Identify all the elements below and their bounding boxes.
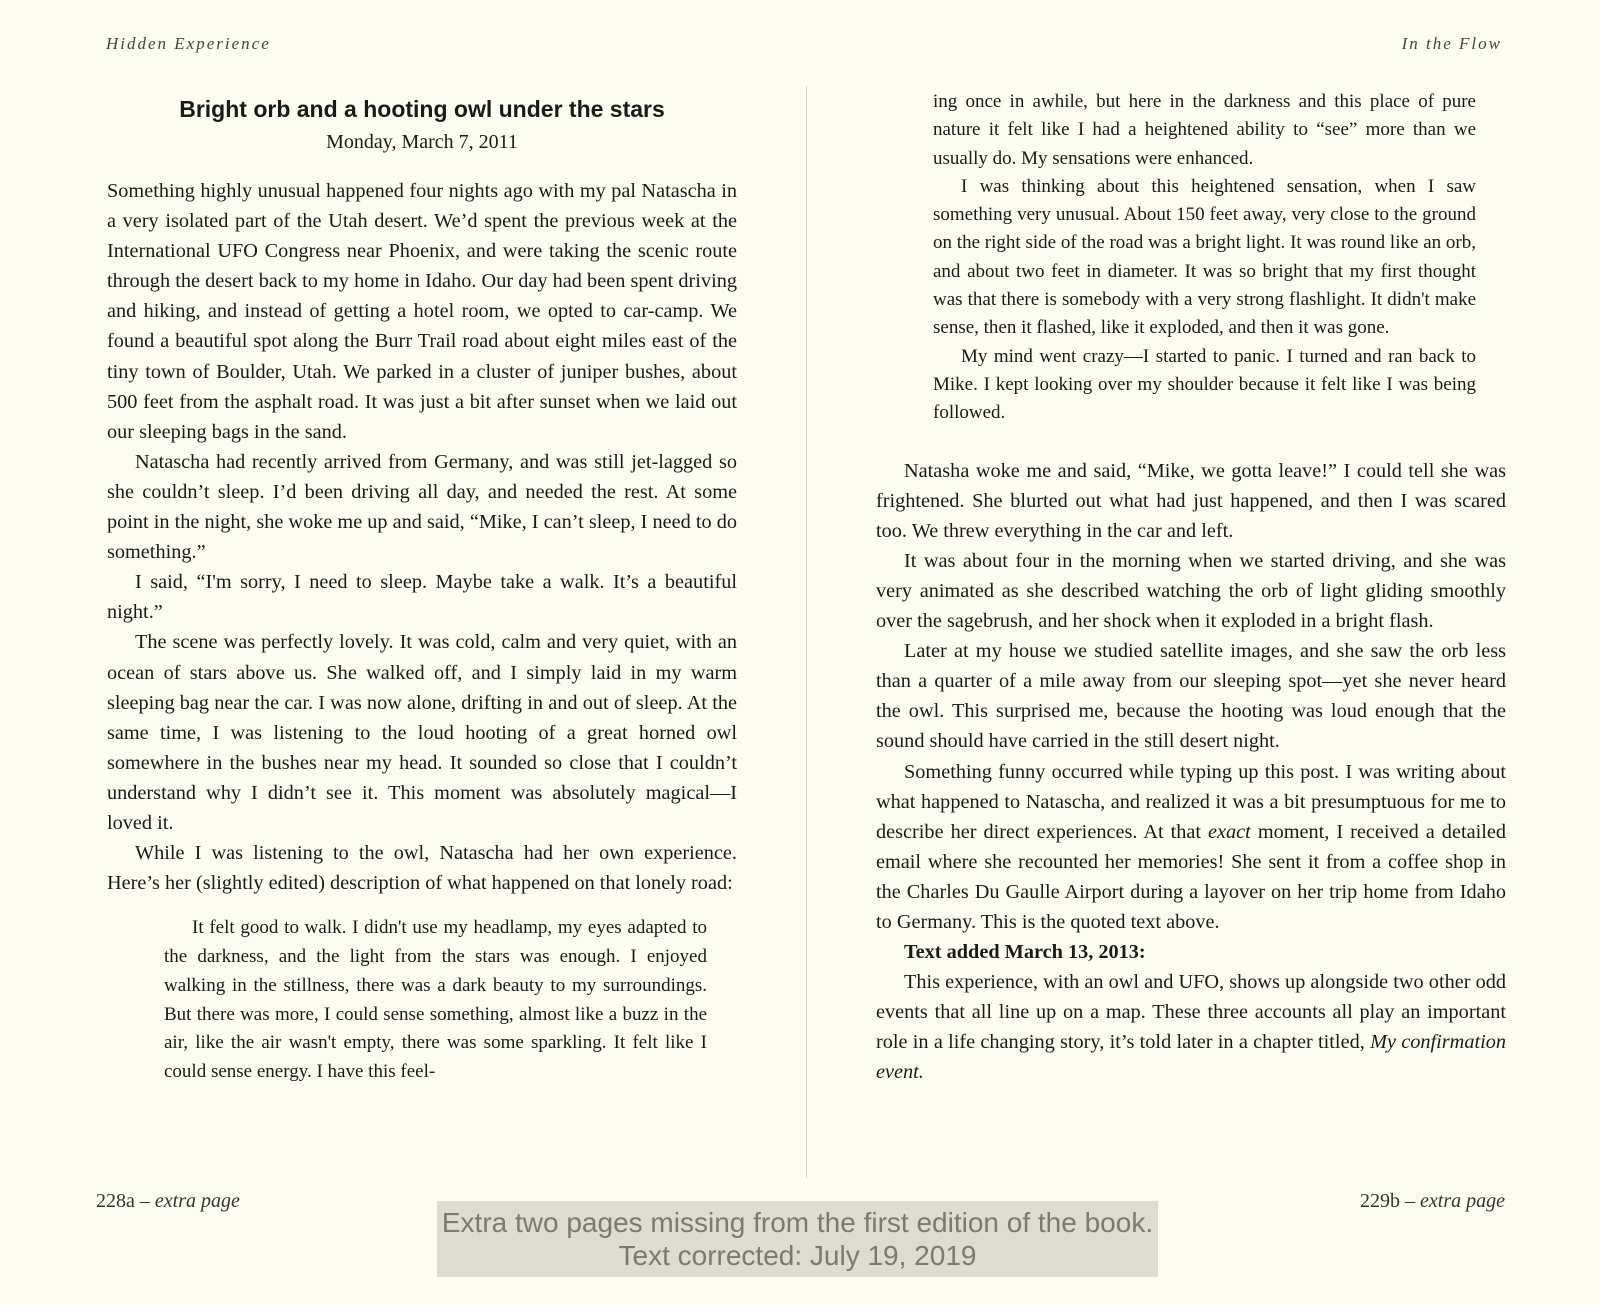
left-page xyxy=(107,88,737,1087)
text-span: This experience, with an owl and UFO, shows up alongside two other odd events that all line up on a map. These three accounts all play an important role in a life changing story, it’s told later in a chapter titled, xyxy=(876,971,1506,1054)
chapter-reference: My confirmation event. xyxy=(876,1031,1507,1084)
body-paragraph xyxy=(876,757,1506,938)
folio-suffix: a xyxy=(126,1190,135,1212)
quote-paragraph: ing once in awhile, but here in the darkness and this place of pure nature it felt like I had a heightened ability to “see” more than we usually do. My sensations were enhanced. xyxy=(933,91,1476,169)
quote-paragraph: It felt good to walk. I didn't use my headlamp, my eyes adapted to the darkness, and the light from the stars was enough. I enjoyed walking in the stillness, there was a dark beauty to my surroundings. But there was more, I could sense something, almost like a buzz in the air, like the air wasn't empty, there was some sparkling. It felt like I could sense energy. I have this feel- xyxy=(164,917,707,1083)
added-text-heading: Text added March 13, 2013: xyxy=(904,941,1146,964)
post-date: Monday, March 7, 2011 xyxy=(326,131,518,153)
notice-line: Text corrected: July 19, 2019 xyxy=(618,1240,977,1271)
folio-suffix: b xyxy=(1390,1190,1401,1212)
body-paragraph: Natasha woke me and said, “Mike, we gotta leave!” I could tell she was frightened. She blurted out what had just happened, and then I was scared too. We threw everything in the car and left. xyxy=(876,459,1506,542)
body-paragraph: I said, “I'm sorry, I need to sleep. Maybe take a walk. It’s a beautiful night.” xyxy=(107,571,737,624)
folio-note: – extra page xyxy=(139,1190,240,1212)
folio-number: 229 xyxy=(1360,1190,1391,1212)
quote-paragraph: My mind went crazy—I started to panic. I turned and ran back to Mike. I kept looking over my shoulder because it felt like I was being followed. xyxy=(933,345,1476,424)
running-head-right: In the Flow xyxy=(1401,34,1502,53)
block-quote-continued xyxy=(933,88,1476,428)
text-span: Something funny occurred while typing up this post. I was writing about what happened to Natascha, and realized it was a bit presumptuous for me to describe her direct experiences. At that xyxy=(876,760,1506,843)
body-paragraph: The scene was perfectly lovely. It was cold, calm and very quiet, with an ocean of stars above us. She walked off, and I simply laid in my warm sleeping bag near the car. I was now alone, drifting in and out of sleep. At the same time, I was listening to the loud hooting of a great horned owl somewhere in the bushes near my head. It sounded so close that I couldn’t understand why I didn’t see it. This moment was absolutely magical—I loved it. xyxy=(107,631,737,834)
text-span: moment, I received a detailed email where she recounted her memories! She sent it from a coffee shop in the Charles Du Gaulle Airport during a layover on her trip home from Idaho to Germany. This is the quoted text above. xyxy=(876,820,1506,933)
folio-note: – extra page xyxy=(1405,1190,1505,1212)
edition-notice-banner xyxy=(437,1201,1158,1277)
emphasis-text: exact xyxy=(1208,820,1251,843)
notice-line: Extra two pages missing from the first edition of the book. xyxy=(441,1207,1154,1238)
folio-number: 228 xyxy=(96,1190,126,1212)
page-number-right xyxy=(1360,1190,1505,1213)
page-number-left xyxy=(96,1190,240,1213)
quote-paragraph: I was thinking about this heightened sensation, when I saw something very unusual. About 150 feet away, very close to the ground on the right side of the road was a bright light. It was round like an orb, and about two feet in diameter. It was so bright that my first thought was that there is somebody with a very strong flashlight. It didn't make sense, then it flashed, like it exploded, and then it was gone. xyxy=(933,175,1476,339)
body-paragraph: Natascha had recently arrived from Germany, and was still jet-lagged so she couldn’t sleep. I’d been driving all day, and needed the rest. At some point in the night, she woke me up and said, “Mike, I can’t sleep, I need to do something.” xyxy=(107,450,737,564)
body-paragraph xyxy=(876,967,1506,1087)
body-paragraph: Later at my house we studied satellite images, and she saw the orb less than a quarter of a mile away from our sleeping spot—yet she never heard the owl. This surprised me, because the hooting was loud enough that the sound should have carried in the still desert night. xyxy=(876,640,1506,753)
post-title: Bright orb and a hooting owl under the stars xyxy=(179,96,665,122)
running-head-left: Hidden Experience xyxy=(106,34,271,53)
body-paragraph: While I was listening to the owl, Natascha had her own experience. Here’s her (slightly edited) description of what happened on that lonely road: xyxy=(107,842,737,895)
right-page xyxy=(876,88,1506,1088)
page-gutter-divider xyxy=(806,86,807,1178)
block-quote xyxy=(164,914,707,1087)
body-paragraph: It was about four in the morning when we started driving, and she was very animated as she described watching the orb of light gliding smoothly over the sagebrush, and her shock when it exploded in a bright flash. xyxy=(876,549,1506,633)
body-paragraph: Something highly unusual happened four nights ago with my pal Natascha in a very isolated part of the Utah desert. We’d spent the previous week at the International UFO Congress near Phoenix, and were taking the scenic route through the desert back to my home in Idaho. Our day had been spent driving and hiking, and instead of getting a hotel room, we opted to car-camp. We found a beautiful spot along the Burr Trail road about eight miles east of the tiny town of Boulder, Utah. We parked in a cluster of juniper bushes, about 500 feet from the asphalt road. It was just a bit after sunset when we laid out our sleeping bags in the sand. xyxy=(107,180,737,443)
